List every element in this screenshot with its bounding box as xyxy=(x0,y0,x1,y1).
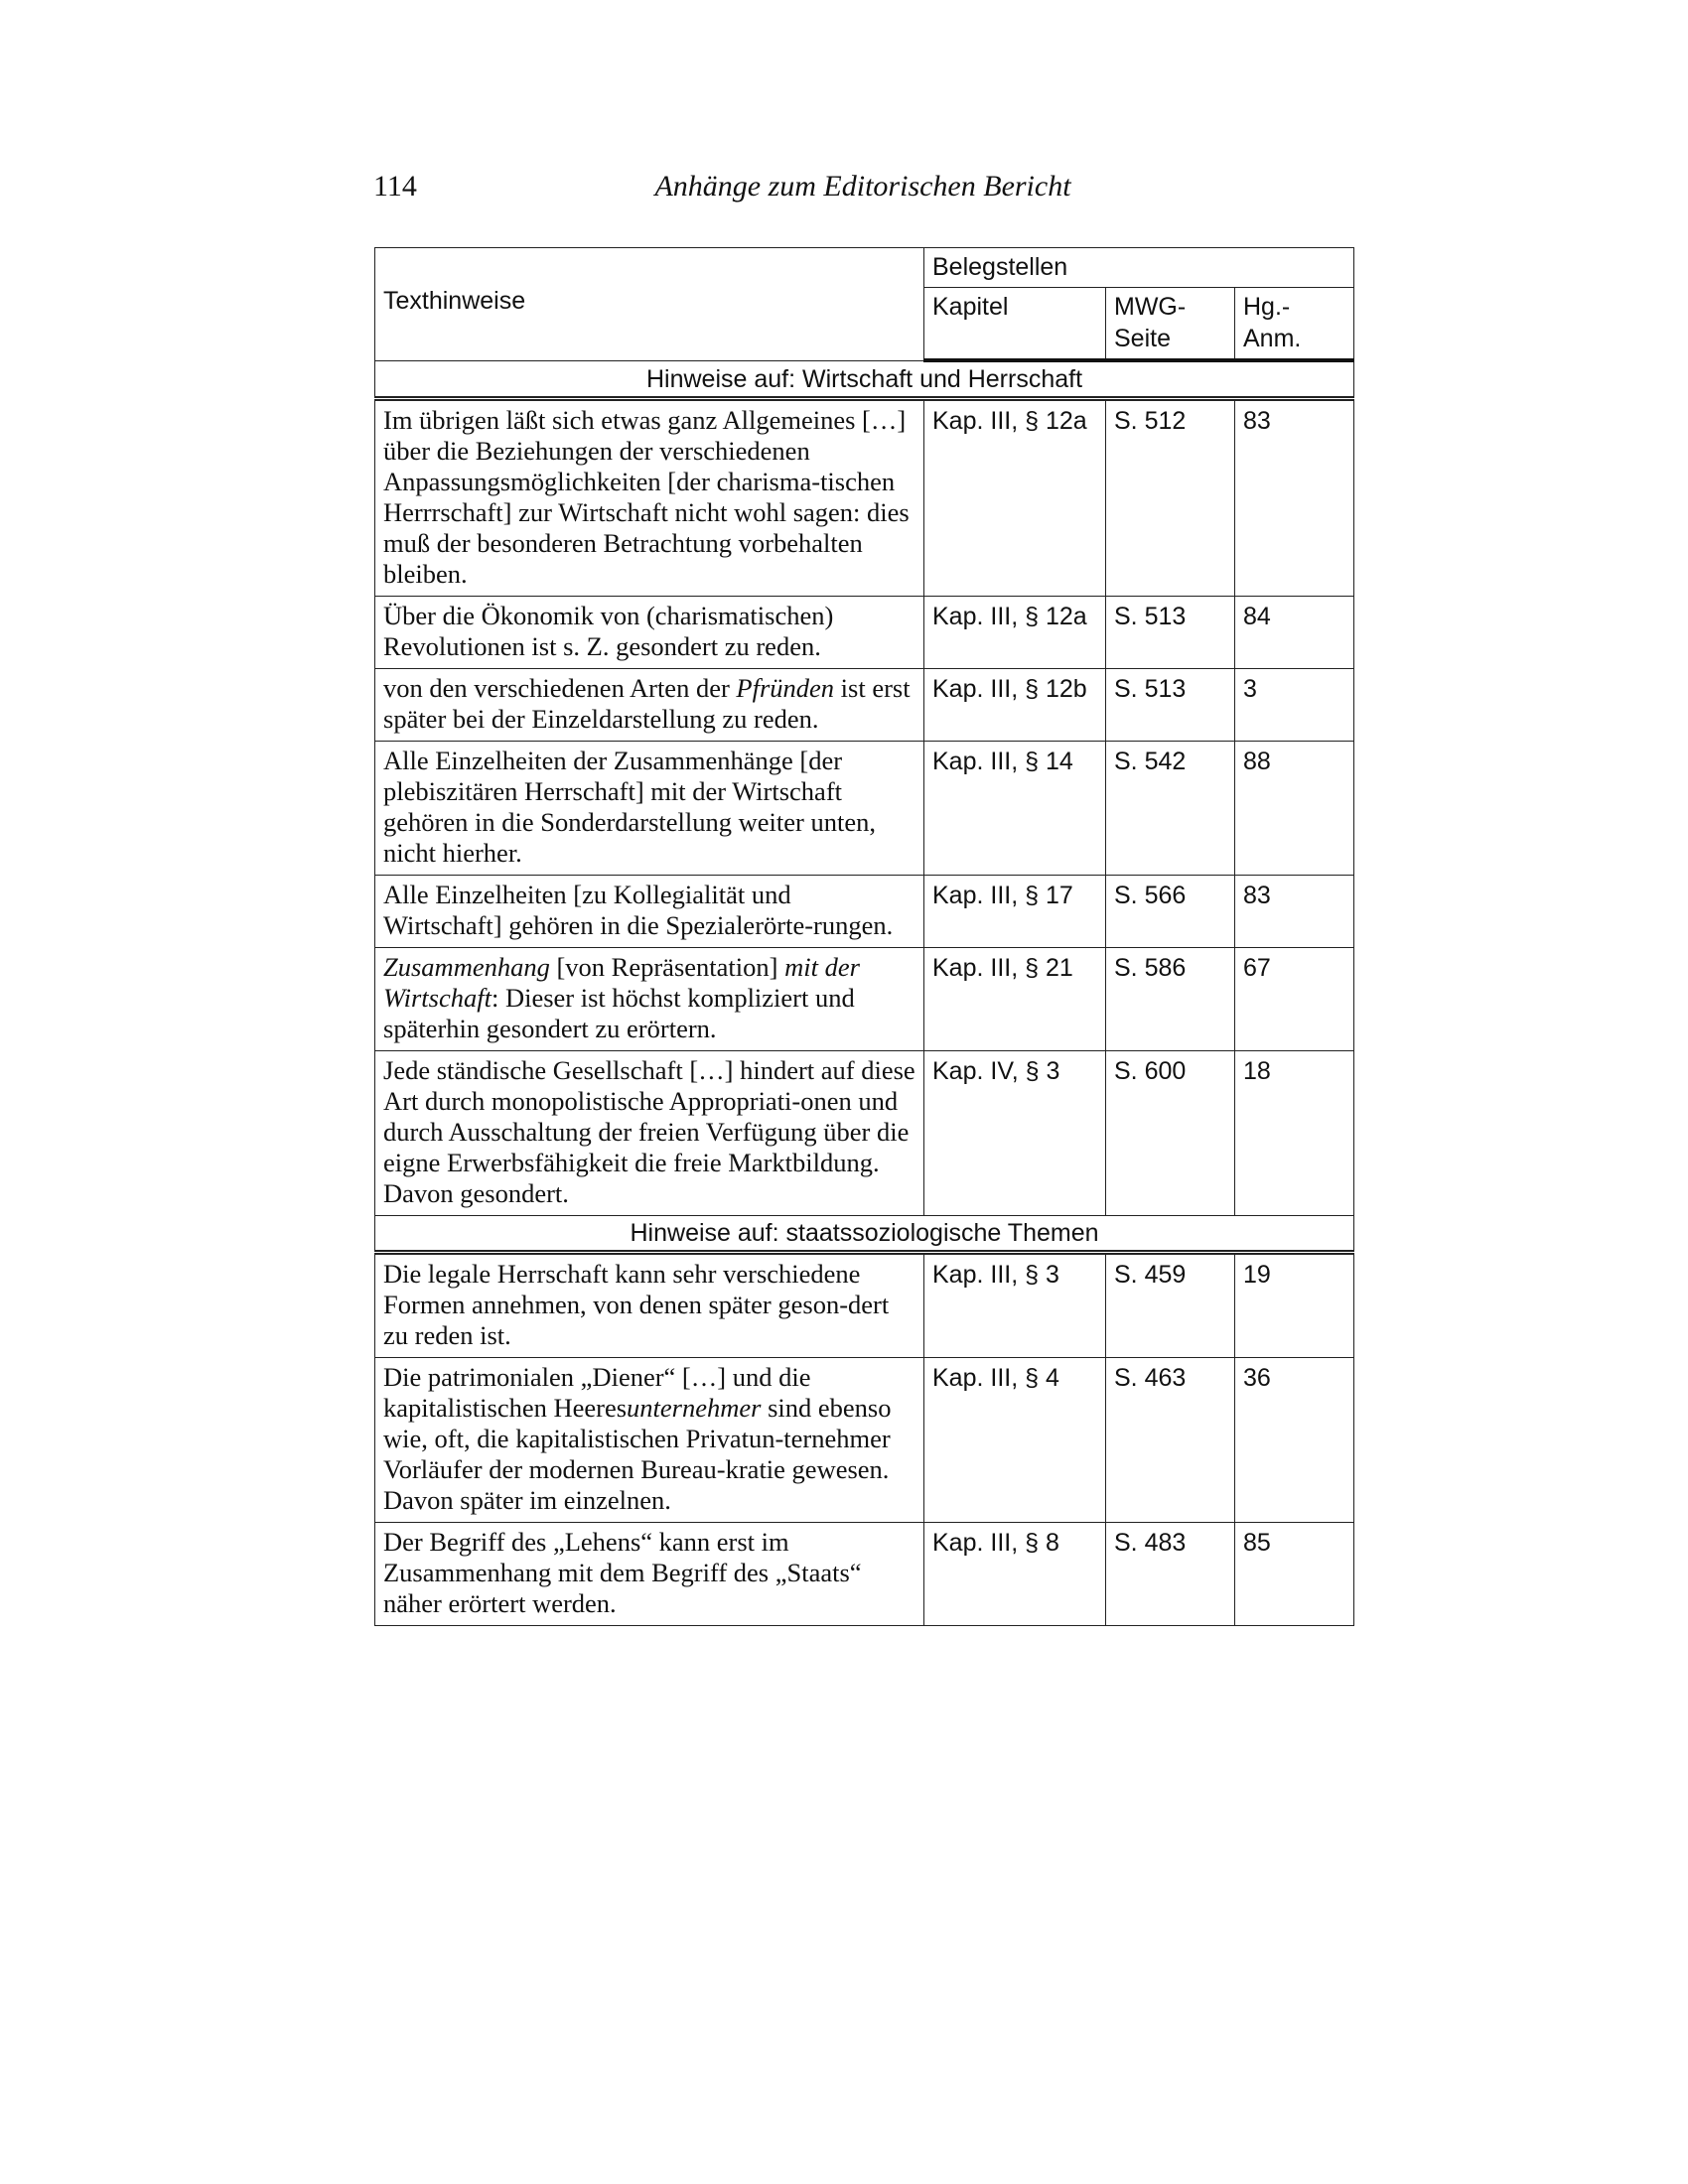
kapitel-cell: Kap. IV, § 3 xyxy=(924,1051,1106,1216)
hg-anm-cell: 36 xyxy=(1235,1358,1354,1523)
table-row xyxy=(375,597,1354,669)
references-table xyxy=(374,247,1354,1626)
table-row xyxy=(375,1253,1354,1358)
section-title: Hinweise auf: staatssoziologische Themen xyxy=(375,1216,1354,1253)
mwg-seite-cell: S. 512 xyxy=(1106,399,1235,597)
texthinweis-cell: Alle Einzelheiten der Zusammenhänge [der plebiszitären Herrschaft] mit der Wirtschaft gehören in die Sonderdarstellung weiter unten, nicht hierher. xyxy=(375,742,924,876)
text-fragment: [von Repräsentation] xyxy=(549,952,785,982)
mwg-seite-cell: S. 463 xyxy=(1106,1358,1235,1523)
table-row xyxy=(375,1523,1354,1626)
kapitel-cell: Kap. III, § 3 xyxy=(924,1253,1106,1358)
mwg-seite-cell: S. 459 xyxy=(1106,1253,1235,1358)
hg-anm-cell: 83 xyxy=(1235,399,1354,597)
text-fragment-italic: mit der Wirtschaft xyxy=(383,952,860,1013)
mwg-seite-cell: S. 542 xyxy=(1106,742,1235,876)
hg-anm-cell: 84 xyxy=(1235,597,1354,669)
running-head: Anhänge zum Editorischen Bericht xyxy=(654,170,1071,203)
mwg-seite-cell: S. 513 xyxy=(1106,669,1235,742)
texthinweis-cell xyxy=(375,669,924,742)
kapitel-cell: Kap. III, § 12a xyxy=(924,399,1106,597)
column-header-belegstellen: Belegstellen xyxy=(924,248,1354,288)
table-row xyxy=(375,1051,1354,1216)
table-row xyxy=(375,876,1354,948)
texthinweis-cell: Die legale Herrschaft kann sehr verschiedene Formen annehmen, von denen später geson-dert zu reden ist. xyxy=(375,1253,924,1358)
table-row xyxy=(375,948,1354,1051)
table-row xyxy=(375,669,1354,742)
text-fragment: sind ebenso wie, oft, die kapitalistischen Privatun-ternehmer Vorläufer der modernen Bureau-kratie gewesen. Davon später im einzelnen. xyxy=(383,1393,892,1515)
page-number: 114 xyxy=(373,170,417,203)
table-header-row xyxy=(375,248,1354,288)
texthinweis-cell: Jede ständische Gesellschaft […] hindert auf diese Art durch monopolistische Appropriati-onen und durch Ausschaltung der freien Verfügung über die eigne Erwerbsfähigkeit die freie Marktbildung. Davon gesondert. xyxy=(375,1051,924,1216)
hg-anm-cell: 3 xyxy=(1235,669,1354,742)
texthinweis-cell xyxy=(375,948,924,1051)
mwg-seite-cell: S. 566 xyxy=(1106,876,1235,948)
column-header-hg-anm xyxy=(1235,288,1354,361)
kapitel-cell: Kap. III, § 12a xyxy=(924,597,1106,669)
hg-anm-cell: 85 xyxy=(1235,1523,1354,1626)
kapitel-cell: Kap. III, § 12b xyxy=(924,669,1106,742)
column-header-hg-anm-line2: Anm. xyxy=(1243,325,1302,352)
column-header-kapitel: Kapitel xyxy=(924,288,1106,361)
section-header-row xyxy=(375,360,1354,399)
texthinweis-cell xyxy=(375,1358,924,1523)
texthinweis-cell: Alle Einzelheiten [zu Kollegialität und Wirtschaft] gehören in die Spezialerörte-rungen. xyxy=(375,876,924,948)
kapitel-cell: Kap. III, § 14 xyxy=(924,742,1106,876)
mwg-seite-cell: S. 483 xyxy=(1106,1523,1235,1626)
hg-anm-cell: 83 xyxy=(1235,876,1354,948)
kapitel-cell: Kap. III, § 8 xyxy=(924,1523,1106,1626)
texthinweis-cell: Im übrigen läßt sich etwas ganz Allgemeines […] über die Beziehungen der verschiedenen Anpassungsmöglichkeiten [der charisma-tischen Herrrschaft] zur Wirtschaft nicht wohl sagen: dies muß der besonderen Betrachtung vorbehalten bleiben. xyxy=(375,399,924,597)
texthinweis-cell: Über die Ökonomik von (charismatischen) Revolutionen ist s. Z. gesondert zu reden. xyxy=(375,597,924,669)
table-row xyxy=(375,742,1354,876)
text-fragment-italic: unternehmer xyxy=(627,1393,762,1423)
column-header-hg-anm-line1: Hg.- xyxy=(1243,293,1291,321)
mwg-seite-cell: S. 586 xyxy=(1106,948,1235,1051)
text-fragment: von den verschiedenen Arten der xyxy=(383,673,737,703)
hg-anm-cell: 88 xyxy=(1235,742,1354,876)
text-fragment-italic: Pfründen xyxy=(736,673,835,703)
column-header-texthinweise: Texthinweise xyxy=(375,248,924,361)
column-header-mwg-seite-line2: Seite xyxy=(1114,325,1171,352)
texthinweis-cell: Der Begriff des „Lehens“ kann erst im Zusammenhang mit dem Begriff des „Staats“ näher erörtert werden. xyxy=(375,1523,924,1626)
kapitel-cell: Kap. III, § 17 xyxy=(924,876,1106,948)
text-fragment: : Dieser ist höchst kompliziert und späterhin gesondert zu erörtern. xyxy=(383,983,855,1043)
mwg-seite-cell: S. 513 xyxy=(1106,597,1235,669)
table-row xyxy=(375,399,1354,597)
column-header-mwg-seite xyxy=(1106,288,1235,361)
section-title: Hinweise auf: Wirtschaft und Herrschaft xyxy=(375,360,1354,399)
hg-anm-cell: 19 xyxy=(1235,1253,1354,1358)
table-row xyxy=(375,1358,1354,1523)
column-header-mwg-seite-line1: MWG- xyxy=(1114,293,1187,321)
kapitel-cell: Kap. III, § 4 xyxy=(924,1358,1106,1523)
kapitel-cell: Kap. III, § 21 xyxy=(924,948,1106,1051)
text-fragment: ist erst später bei der Einzeldarstellung zu reden. xyxy=(383,673,911,734)
section-header-row xyxy=(375,1216,1354,1253)
text-fragment-italic: Zusammenhang xyxy=(383,952,550,982)
mwg-seite-cell: S. 600 xyxy=(1106,1051,1235,1216)
hg-anm-cell: 67 xyxy=(1235,948,1354,1051)
text-fragment: Die patrimonialen „Diener“ […] und die kapitalistischen Heeres xyxy=(383,1362,811,1423)
hg-anm-cell: 18 xyxy=(1235,1051,1354,1216)
